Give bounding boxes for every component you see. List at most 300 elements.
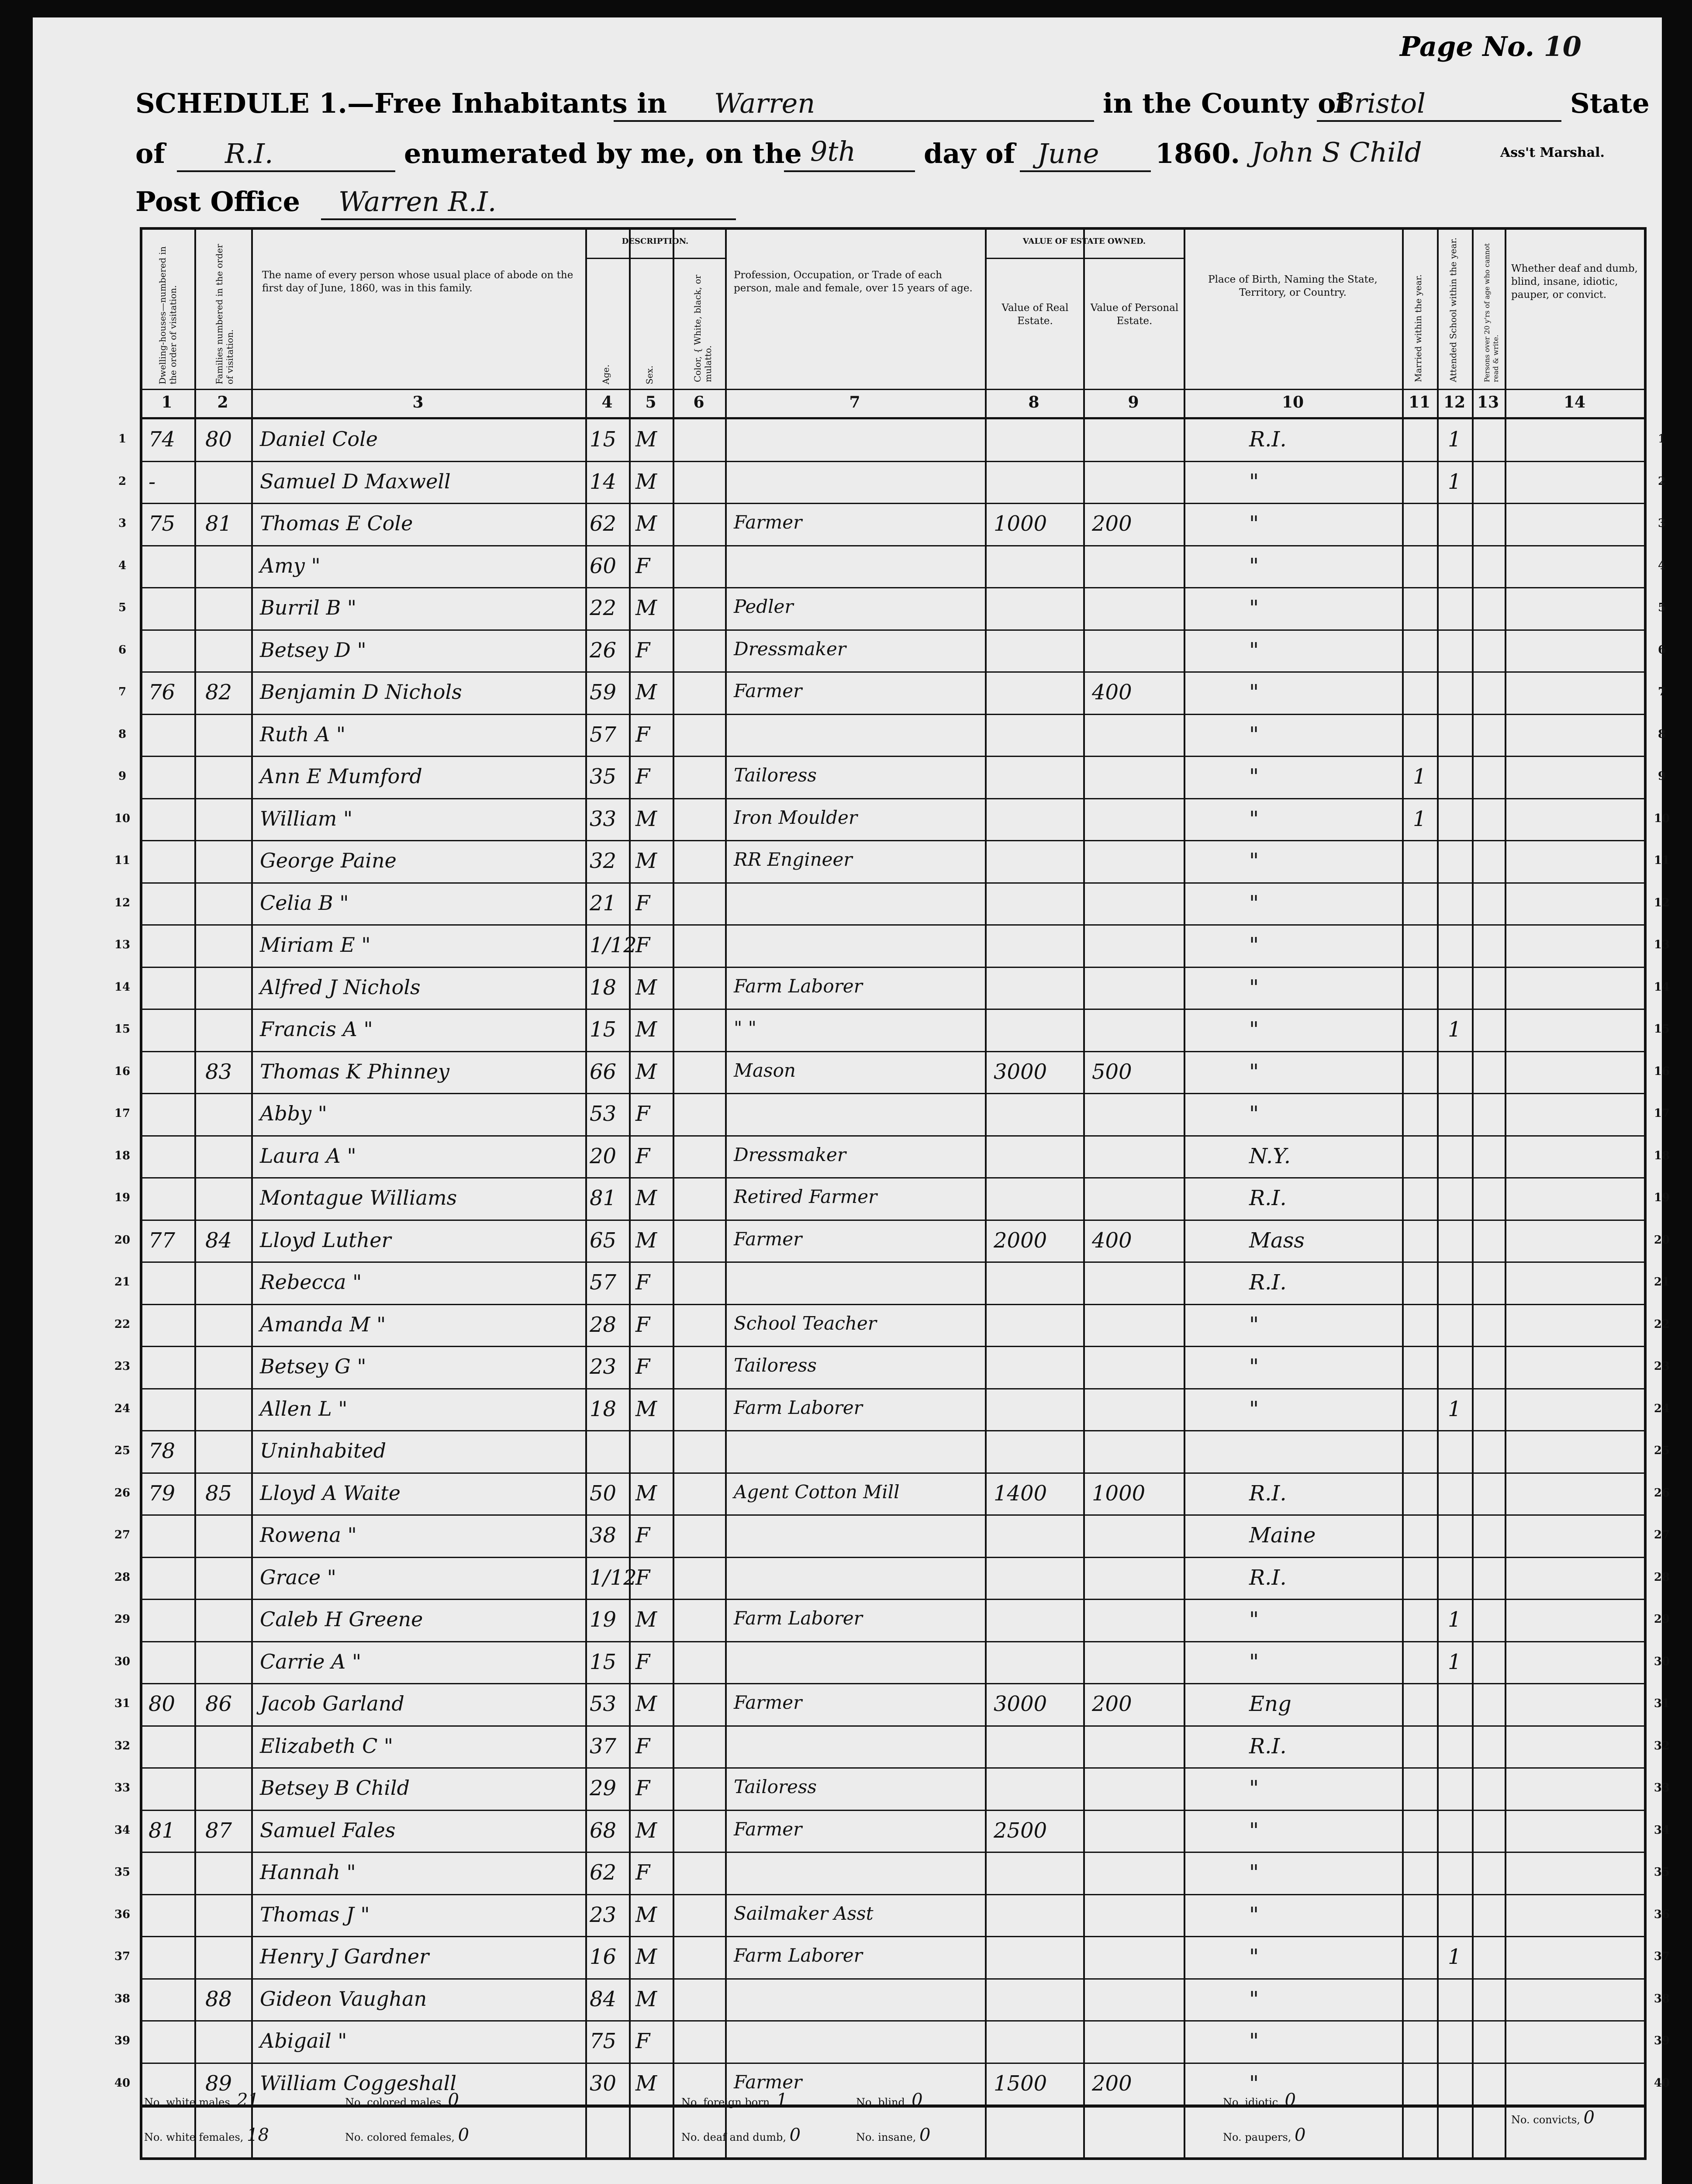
page-number: 10: [1544, 31, 1582, 62]
line-number-left: 16: [114, 1064, 131, 1078]
person-sex: F: [635, 1270, 650, 1295]
post-office-label: Post Office: [135, 186, 300, 218]
line-number-left: 40: [114, 2076, 131, 2090]
birthplace: ": [1249, 1355, 1259, 1379]
line-number-left: 4: [118, 559, 127, 572]
person-age: 35: [590, 764, 617, 789]
footer-white-males: No. white males, 21: [144, 2090, 259, 2110]
person-sex: F: [635, 2029, 650, 2053]
person-age: 28: [590, 1312, 617, 1337]
dwelling-number: 76: [148, 680, 176, 705]
person-name: William Coggeshall: [260, 2071, 457, 2095]
person-occupation: Farm Laborer: [734, 975, 863, 997]
person-age: 38: [590, 1523, 617, 1548]
person-name: Abigail ": [260, 2029, 347, 2053]
foreign-born-count: 1: [776, 2090, 787, 2110]
line-number-right: 12: [1654, 896, 1670, 909]
person-occupation: Farmer: [734, 1692, 802, 1713]
day-value: 9th: [810, 135, 856, 167]
day-of-label: day of: [924, 138, 1015, 169]
birthplace: ": [1249, 1818, 1259, 1843]
family-number: 84: [205, 1228, 232, 1253]
person-name: Betsey D ": [260, 638, 366, 662]
line-number-left: 31: [114, 1697, 131, 1710]
person-name: Amy ": [260, 553, 321, 577]
person-name: Lloyd A Waite: [260, 1481, 401, 1505]
person-occupation: RR Engineer: [734, 849, 853, 870]
footer-blind: No. blind, 0: [856, 2090, 923, 2110]
line-number-right: 36: [1654, 1908, 1670, 1921]
person-occupation: Tailoress: [734, 1355, 817, 1376]
line-number-left: 12: [114, 896, 131, 909]
birthplace: ": [1249, 2029, 1259, 2053]
person-age: 1/12: [590, 933, 637, 957]
person-age: 66: [590, 1059, 617, 1084]
person-occupation: Dressmaker: [734, 1144, 846, 1165]
person-sex: M: [635, 1692, 657, 1716]
person-name: Abby ": [260, 1102, 327, 1125]
free-inhabitants-label: —Free Inhabitants in: [347, 87, 667, 119]
family-number: 89: [205, 2071, 232, 2096]
real-estate-value: 1500: [994, 2071, 1047, 2096]
person-occupation: Farm Laborer: [734, 1396, 863, 1418]
footer-colored-females: No. colored females, 0: [345, 2125, 470, 2145]
person-name: George Paine: [260, 849, 397, 872]
personal-estate-value: 500: [1092, 1059, 1132, 1084]
birthplace: ": [1249, 511, 1259, 536]
family-number: 82: [205, 680, 232, 705]
personal-estate-value: 1000: [1092, 1481, 1146, 1506]
line-number-left: 17: [114, 1107, 131, 1120]
person-sex: M: [635, 1945, 657, 1969]
schedule-title: [135, 87, 667, 119]
person-sex: M: [635, 806, 657, 831]
person-name: Lloyd Luther: [260, 1228, 391, 1252]
person-name: Thomas K Phinney: [260, 1059, 450, 1083]
line-number-right: 31: [1654, 1697, 1670, 1710]
line-number-right: 30: [1654, 1655, 1670, 1668]
line-number-left: 13: [114, 938, 131, 951]
line-number-right: 32: [1654, 1739, 1670, 1752]
person-name: Alfred J Nichols: [260, 975, 421, 999]
birthplace: ": [1249, 806, 1259, 831]
line-number-left: 21: [114, 1275, 131, 1289]
person-name: Caleb H Greene: [260, 1607, 423, 1631]
birthplace: ": [1249, 553, 1259, 578]
col-personal-estate-header: Value of Personal Estate.: [1090, 302, 1179, 327]
person-age: 81: [590, 1186, 617, 1210]
school-mark: 1: [1448, 469, 1461, 494]
person-sex: M: [635, 1902, 657, 1927]
birthplace: ": [1249, 1649, 1259, 1674]
col-family-header: Families numbered in the order of visitation.: [214, 244, 235, 384]
person-age: 15: [590, 1017, 617, 1042]
column-number: 14: [1563, 393, 1586, 411]
line-number-left: 24: [114, 1402, 131, 1415]
line-number-right: 40: [1654, 2076, 1670, 2090]
person-sex: F: [635, 1565, 650, 1590]
line-number-left: 23: [114, 1360, 131, 1373]
real-estate-value: 1000: [994, 511, 1047, 536]
family-number: 80: [205, 427, 232, 452]
line-number-right: 11: [1654, 854, 1670, 867]
line-number-right: 24: [1654, 1402, 1670, 1415]
person-age: 57: [590, 1270, 617, 1295]
birthplace: ": [1249, 1987, 1259, 2011]
line-number-right: 13: [1654, 938, 1670, 951]
line-number-left: 11: [114, 854, 131, 867]
person-age: 57: [590, 722, 617, 747]
line-number-right: 17: [1654, 1107, 1670, 1120]
person-sex: M: [635, 680, 657, 705]
line-number-right: 20: [1654, 1233, 1670, 1247]
schedule-label: SCHEDULE 1.: [135, 87, 347, 119]
description-header: DESCRIPTION.: [622, 237, 689, 246]
birthplace: ": [1249, 1102, 1259, 1126]
person-sex: F: [635, 1776, 650, 1800]
person-name: Laura A ": [260, 1144, 356, 1168]
column-number: 10: [1281, 393, 1304, 411]
line-number-right: 5: [1657, 601, 1666, 614]
line-number-left: 19: [114, 1191, 131, 1204]
col-age-header: Age.: [601, 364, 611, 384]
person-sex: F: [635, 1734, 650, 1759]
person-occupation: Agent Cotton Mill: [734, 1481, 900, 1503]
year-value: 1860.: [1155, 138, 1240, 169]
line-number-right: 18: [1654, 1149, 1670, 1162]
line-number-right: 22: [1654, 1317, 1670, 1331]
person-occupation: Farmer: [734, 1818, 802, 1840]
person-name: Samuel D Maxwell: [260, 469, 451, 493]
paupers-count: 0: [1295, 2125, 1306, 2145]
person-age: 53: [590, 1692, 617, 1716]
line-number-right: 3: [1657, 517, 1666, 530]
person-age: 19: [590, 1607, 617, 1632]
person-sex: M: [635, 1228, 657, 1253]
person-sex: F: [635, 1144, 650, 1168]
line-number-right: 9: [1657, 770, 1666, 783]
family-number: 81: [205, 511, 232, 536]
dwelling-number: 77: [148, 1228, 176, 1253]
column-number: 3: [412, 393, 424, 411]
line-number-right: 29: [1654, 1613, 1670, 1626]
person-age: 15: [590, 427, 617, 452]
person-occupation: " ": [734, 1017, 756, 1039]
person-sex: F: [635, 764, 650, 789]
person-name: William ": [260, 806, 353, 830]
person-occupation: School Teacher: [734, 1312, 877, 1334]
enumerated-label: enumerated by me, on the: [404, 138, 802, 169]
post-office-value: Warren R.I.: [338, 186, 497, 218]
page-number-label: [1400, 31, 1582, 62]
real-estate-value: 3000: [994, 1692, 1047, 1716]
person-occupation: Tailoress: [734, 1776, 817, 1797]
line-number-left: 36: [114, 1908, 131, 1921]
birthplace: ": [1249, 1396, 1259, 1421]
town-value: Warren: [714, 87, 815, 119]
birthplace: R.I.: [1249, 427, 1287, 452]
colored-females-count: 0: [458, 2125, 470, 2145]
person-age: 33: [590, 806, 617, 831]
person-sex: F: [635, 891, 650, 916]
line-number-left: 5: [118, 601, 127, 614]
birthplace: R.I.: [1249, 1481, 1287, 1506]
state-value: R.I.: [225, 138, 273, 169]
person-name: Ann E Mumford: [260, 764, 422, 788]
line-number-right: 7: [1657, 685, 1666, 698]
person-occupation: Iron Moulder: [734, 806, 857, 828]
person-occupation: Farmer: [734, 2071, 802, 2093]
person-sex: M: [635, 1186, 657, 1210]
column-number: 2: [217, 393, 228, 411]
footer-white-females: No. white females, 18: [144, 2125, 269, 2145]
line-number-right: 6: [1657, 643, 1666, 657]
line-number-right: 34: [1654, 1823, 1670, 1837]
person-sex: F: [635, 1860, 650, 1885]
column-number: 11: [1408, 393, 1431, 411]
person-age: 62: [590, 1860, 617, 1885]
col-name-header: The name of every person whose usual place of abode on the first day of June, 1860, was in this family.: [262, 270, 573, 294]
person-age: 23: [590, 1902, 617, 1927]
birthplace: ": [1249, 2071, 1259, 2096]
line-number-right: 37: [1654, 1950, 1670, 1963]
col-condition-header: Whether deaf and dumb, blind, insane, idiotic, pauper, or convict.: [1511, 263, 1638, 301]
school-mark: 1: [1448, 1945, 1461, 1969]
family-number: 83: [205, 1059, 232, 1084]
col-dwelling-header: Dwelling-houses—numbered in the order of visitation.: [157, 246, 178, 384]
column-number: 12: [1443, 393, 1466, 411]
person-occupation: Sailmaker Asst: [734, 1902, 874, 1924]
line-number-left: 14: [114, 980, 131, 994]
line-number-right: 35: [1654, 1866, 1670, 1879]
person-age: 18: [590, 975, 617, 1000]
birthplace: R.I.: [1249, 1270, 1287, 1295]
person-name: Miriam E ": [260, 933, 371, 957]
person-age: 30: [590, 2071, 617, 2096]
person-name: Henry J Gardner: [260, 1945, 429, 1968]
line-number-right: 26: [1654, 1486, 1670, 1500]
birthplace: ": [1249, 1059, 1259, 1084]
convicts-count: 0: [1583, 2108, 1595, 2128]
person-age: 14: [590, 469, 617, 494]
line-number-left: 27: [114, 1528, 131, 1541]
person-sex: M: [635, 1818, 657, 1843]
column-number: 9: [1128, 393, 1139, 411]
line-number-left: 35: [114, 1866, 131, 1879]
line-number-left: 2: [118, 474, 127, 488]
family-number: 87: [205, 1818, 232, 1843]
line-number-left: 6: [118, 643, 127, 657]
family-number: 88: [205, 1987, 232, 2011]
column-number: 6: [693, 393, 704, 411]
column-number: 13: [1477, 393, 1499, 411]
white-males-count: 21: [236, 2090, 259, 2110]
family-number: 86: [205, 1692, 232, 1716]
col-occupation-header: Profession, Occupation, or Trade of each person, male and female, over 15 years of age.: [734, 270, 973, 294]
insane-count: 0: [919, 2125, 931, 2145]
column-number: 8: [1028, 393, 1039, 411]
line-number-left: 10: [114, 812, 131, 825]
person-age: 29: [590, 1776, 617, 1800]
person-name: Hannah ": [260, 1860, 356, 1884]
married-mark: 1: [1413, 764, 1426, 789]
birthplace: ": [1249, 680, 1259, 705]
personal-estate-value: 200: [1092, 1692, 1132, 1716]
person-age: 20: [590, 1144, 617, 1168]
birthplace: ": [1249, 1607, 1259, 1632]
real-estate-value: 2000: [994, 1228, 1047, 1253]
line-number-right: 27: [1654, 1528, 1670, 1541]
personal-estate-value: 200: [1092, 2071, 1132, 2096]
person-sex: M: [635, 596, 657, 620]
column-number: 1: [161, 393, 173, 411]
dwelling-number: 75: [148, 511, 176, 536]
person-name: Thomas J ": [260, 1902, 370, 1926]
person-name: Celia B ": [260, 891, 349, 915]
birthplace: ": [1249, 975, 1259, 1000]
footer-insane: No. insane, 0: [856, 2125, 931, 2145]
dwelling-number: -: [148, 469, 156, 494]
person-occupation: Farm Laborer: [734, 1607, 863, 1629]
person-occupation: Tailoress: [734, 764, 817, 786]
idiotic-count: 0: [1285, 2090, 1296, 2110]
person-sex: F: [635, 638, 650, 663]
line-number-right: 10: [1654, 812, 1670, 825]
person-age: 18: [590, 1396, 617, 1421]
person-name: Grace ": [260, 1565, 336, 1589]
dwelling-number: 81: [148, 1818, 176, 1843]
real-estate-value: 3000: [994, 1059, 1047, 1084]
person-sex: F: [635, 1355, 650, 1379]
col-married-header: Married within the year.: [1413, 274, 1423, 382]
person-sex: M: [635, 1017, 657, 1042]
line-number-right: 1: [1657, 432, 1666, 446]
footer-paupers: No. paupers, 0: [1223, 2125, 1306, 2145]
deaf-dumb-count: 0: [789, 2125, 801, 2145]
birthplace: ": [1249, 849, 1259, 873]
person-age: 26: [590, 638, 617, 663]
col-school-header: Attended School within the year.: [1448, 237, 1458, 382]
colored-males-count: 0: [448, 2090, 459, 2110]
person-sex: F: [635, 553, 650, 578]
real-estate-value: 1400: [994, 1481, 1047, 1506]
line-number-right: 25: [1654, 1444, 1670, 1457]
person-name: Elizabeth C ": [260, 1734, 394, 1758]
birthplace: R.I.: [1249, 1186, 1287, 1210]
line-number-left: 25: [114, 1444, 131, 1457]
line-number-right: 23: [1654, 1360, 1670, 1373]
line-number-right: 38: [1654, 1992, 1670, 2005]
school-mark: 1: [1448, 1017, 1461, 1042]
footer-convicts: No. convicts, 0: [1511, 2108, 1595, 2128]
person-name: Montague Williams: [260, 1186, 457, 1209]
person-age: 15: [590, 1649, 617, 1674]
person-name: Francis A ": [260, 1017, 373, 1041]
person-sex: M: [635, 1059, 657, 1084]
line-number-left: 32: [114, 1739, 131, 1752]
person-sex: F: [635, 1312, 650, 1337]
birthplace: R.I.: [1249, 1565, 1287, 1590]
person-sex: F: [635, 1649, 650, 1674]
line-number-right: 39: [1654, 2034, 1670, 2047]
person-sex: M: [635, 469, 657, 494]
line-number-right: 14: [1654, 980, 1670, 994]
birthplace: ": [1249, 1017, 1259, 1042]
school-mark: 1: [1448, 1607, 1461, 1632]
person-name: Samuel Fales: [260, 1818, 396, 1842]
birthplace: ": [1249, 933, 1259, 957]
person-name: Benjamin D Nichols: [260, 680, 462, 704]
line-number-left: 33: [114, 1781, 131, 1794]
person-sex: M: [635, 975, 657, 1000]
family-number: 85: [205, 1481, 232, 1506]
person-occupation: Farmer: [734, 1228, 802, 1250]
person-age: 23: [590, 1355, 617, 1379]
person-name: Betsey B Child: [260, 1776, 410, 1800]
birthplace: ": [1249, 1860, 1259, 1885]
county-label: in the County of: [1103, 87, 1348, 119]
person-age: 53: [590, 1102, 617, 1126]
person-age: 37: [590, 1734, 617, 1759]
dwelling-number: 78: [148, 1439, 176, 1463]
line-number-right: 4: [1657, 559, 1666, 572]
dwelling-number: 79: [148, 1481, 176, 1506]
line-number-left: 37: [114, 1950, 131, 1963]
footer-colored-males: No. colored males, 0: [345, 2090, 459, 2110]
birthplace: ": [1249, 1776, 1259, 1800]
school-mark: 1: [1448, 1396, 1461, 1421]
marshal-label: Ass't Marshal.: [1500, 145, 1605, 160]
column-number: 5: [645, 393, 656, 411]
person-age: 65: [590, 1228, 617, 1253]
person-age: 84: [590, 1987, 617, 2011]
of-label: of: [135, 138, 166, 169]
line-number-left: 9: [118, 770, 127, 783]
person-age: 1/12: [590, 1565, 637, 1590]
census-sheet: [33, 17, 1670, 2184]
person-occupation: Farm Laborer: [734, 1945, 863, 1966]
person-age: 22: [590, 596, 617, 620]
person-name: Betsey G ": [260, 1355, 366, 1378]
person-name: Jacob Garland: [260, 1692, 404, 1715]
person-name: Gideon Vaughan: [260, 1987, 427, 2011]
person-sex: M: [635, 1396, 657, 1421]
birthplace: Mass: [1249, 1228, 1305, 1253]
page-label: Page No.: [1400, 31, 1535, 62]
person-occupation: Farmer: [734, 680, 802, 702]
birthplace: N.Y.: [1249, 1144, 1291, 1168]
line-number-right: 2: [1657, 474, 1666, 488]
person-age: 16: [590, 1945, 617, 1969]
line-number-left: 39: [114, 2034, 131, 2047]
person-sex: M: [635, 511, 657, 536]
line-number-right: 33: [1654, 1781, 1670, 1794]
blind-count: 0: [912, 2090, 923, 2110]
birthplace: ": [1249, 891, 1259, 916]
col-color-header: Color, { White, black, or mulatto.: [692, 274, 713, 382]
birthplace: ": [1249, 596, 1259, 620]
person-name: Daniel Cole: [260, 427, 378, 451]
person-sex: M: [635, 427, 657, 452]
birthplace: ": [1249, 722, 1259, 747]
school-mark: 1: [1448, 1649, 1461, 1674]
line-number-left: 7: [118, 685, 127, 698]
column-number: 4: [601, 393, 613, 411]
white-females-count: 18: [247, 2125, 269, 2145]
birthplace: ": [1249, 638, 1259, 663]
birthplace: ": [1249, 469, 1259, 494]
person-name: Burril B ": [260, 596, 357, 619]
